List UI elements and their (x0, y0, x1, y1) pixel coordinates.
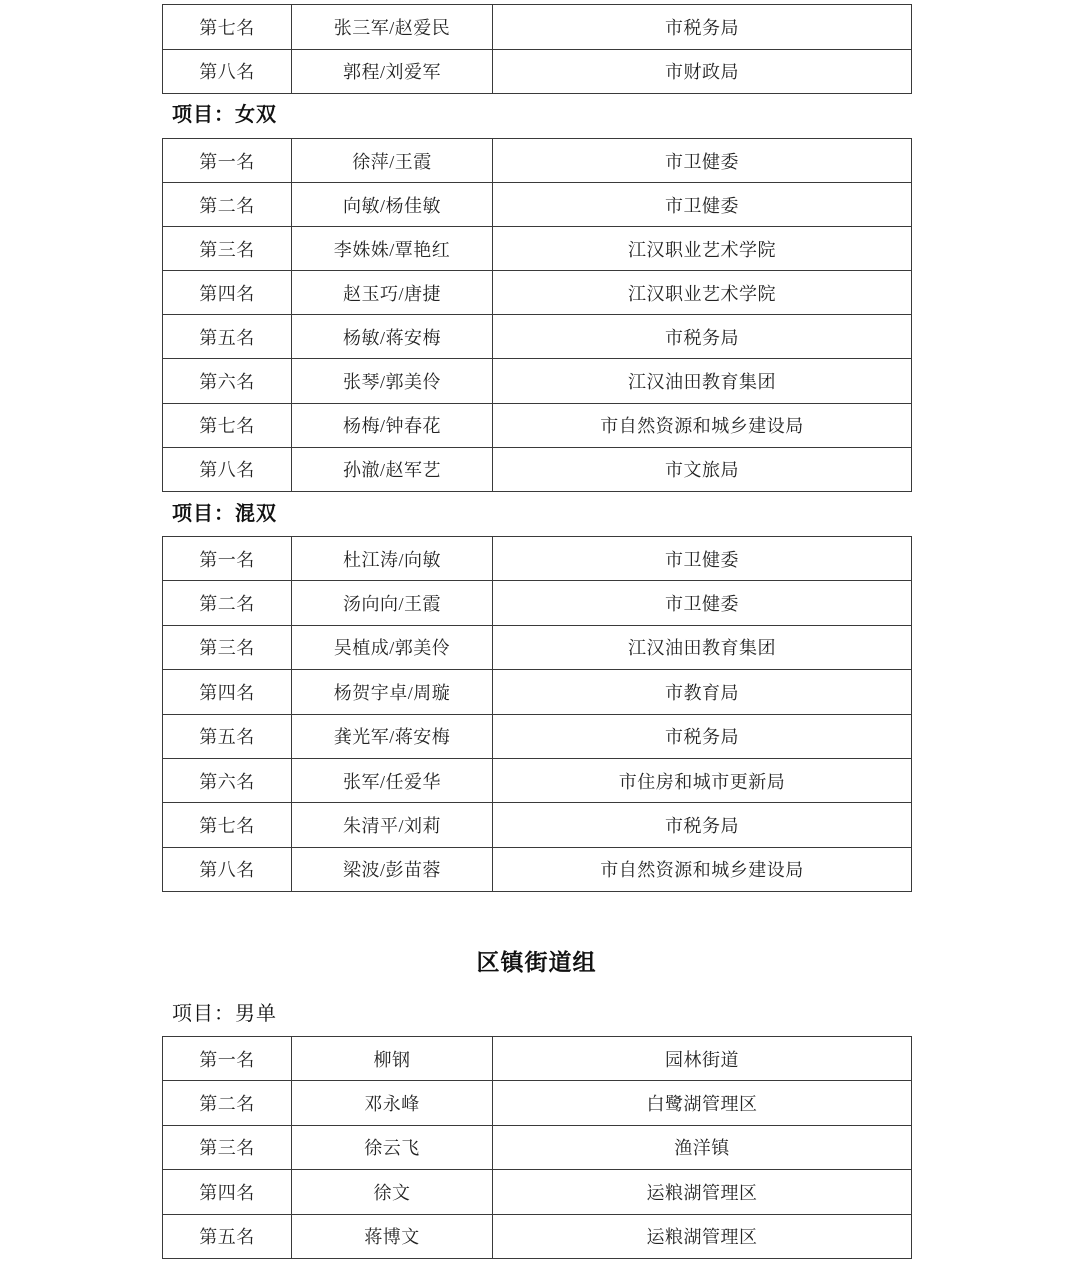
table-row (163, 139, 912, 183)
unit-cell: 市税务局 (493, 315, 912, 359)
rank-cell: 第四名 (163, 1170, 292, 1214)
results-table-continued (162, 4, 912, 94)
name-cell: 柳钢 (292, 1037, 493, 1081)
table-row (163, 5, 912, 50)
rank-cell: 第三名 (163, 625, 292, 669)
section-heading-womens-doubles: 项目：女双 (172, 104, 277, 126)
unit-cell: 江汉油田教育集团 (493, 359, 912, 403)
section-heading-mens-singles: 项目：男单 (172, 1003, 277, 1025)
mens-singles-table (162, 1036, 912, 1259)
unit-cell: 运粮湖管理区 (493, 1214, 912, 1258)
name-cell: 杨敏/蒋安梅 (292, 315, 493, 359)
unit-cell: 市文旅局 (493, 447, 912, 491)
table-row (163, 1125, 912, 1169)
rank-cell: 第七名 (163, 803, 292, 847)
name-cell: 杨梅/钟春花 (292, 403, 493, 447)
name-cell: 张三军/赵爱民 (292, 5, 493, 50)
unit-cell: 江汉油田教育集团 (493, 625, 912, 669)
name-cell: 杜江涛/向敏 (292, 537, 493, 581)
rank-cell: 第四名 (163, 670, 292, 714)
rank-cell: 第五名 (163, 315, 292, 359)
name-cell: 徐文 (292, 1170, 493, 1214)
table-row (163, 803, 912, 847)
name-cell: 赵玉巧/唐捷 (292, 271, 493, 315)
name-cell: 徐云飞 (292, 1125, 493, 1169)
table-row (163, 537, 912, 581)
name-cell: 向敏/杨佳敏 (292, 183, 493, 227)
table-row (163, 183, 912, 227)
table-row (163, 359, 912, 403)
name-cell: 吴植成/郭美伶 (292, 625, 493, 669)
name-cell: 郭程/刘爱军 (292, 49, 493, 94)
unit-cell: 市税务局 (493, 714, 912, 758)
unit-cell: 园林街道 (493, 1037, 912, 1081)
rank-cell: 第六名 (163, 758, 292, 802)
group-title-district: 区镇街道组 (476, 950, 597, 975)
name-cell: 汤向向/王霞 (292, 581, 493, 625)
rank-cell: 第五名 (163, 1214, 292, 1258)
name-cell: 张军/任爱华 (292, 758, 493, 802)
mixed-doubles-table (162, 536, 912, 892)
unit-cell: 渔洋镇 (493, 1125, 912, 1169)
name-cell: 杨贺宇卓/周璇 (292, 670, 493, 714)
table-row (163, 49, 912, 94)
rank-cell: 第三名 (163, 227, 292, 271)
section-heading-mixed-doubles: 项目：混双 (172, 503, 277, 525)
unit-cell: 市教育局 (493, 670, 912, 714)
unit-cell: 江汉职业艺术学院 (493, 227, 912, 271)
name-cell: 龚光军/蒋安梅 (292, 714, 493, 758)
rank-cell: 第二名 (163, 1081, 292, 1125)
unit-cell: 市自然资源和城乡建设局 (493, 403, 912, 447)
unit-cell: 白鹭湖管理区 (493, 1081, 912, 1125)
unit-cell: 市卫健委 (493, 537, 912, 581)
unit-cell: 运粮湖管理区 (493, 1170, 912, 1214)
name-cell: 梁波/彭苗蓉 (292, 847, 493, 891)
table-row (163, 1081, 912, 1125)
table-row (163, 625, 912, 669)
table-row (163, 403, 912, 447)
rank-cell: 第八名 (163, 447, 292, 491)
table-row (163, 227, 912, 271)
rank-cell: 第五名 (163, 714, 292, 758)
unit-cell: 市住房和城市更新局 (493, 758, 912, 802)
rank-cell: 第一名 (163, 1037, 292, 1081)
table-row (163, 315, 912, 359)
table-row (163, 1214, 912, 1258)
table-row (163, 271, 912, 315)
name-cell: 张琴/郭美伶 (292, 359, 493, 403)
rank-cell: 第七名 (163, 5, 292, 50)
unit-cell: 市卫健委 (493, 183, 912, 227)
rank-cell: 第八名 (163, 847, 292, 891)
unit-cell: 市自然资源和城乡建设局 (493, 847, 912, 891)
table-row (163, 581, 912, 625)
rank-cell: 第二名 (163, 183, 292, 227)
unit-cell: 市卫健委 (493, 139, 912, 183)
rank-cell: 第一名 (163, 139, 292, 183)
name-cell: 朱清平/刘莉 (292, 803, 493, 847)
rank-cell: 第一名 (163, 537, 292, 581)
unit-cell: 江汉职业艺术学院 (493, 271, 912, 315)
name-cell: 徐萍/王霞 (292, 139, 493, 183)
table-row (163, 714, 912, 758)
table-row (163, 1037, 912, 1081)
name-cell: 李姝姝/覃艳红 (292, 227, 493, 271)
table-row (163, 847, 912, 891)
rank-cell: 第四名 (163, 271, 292, 315)
rank-cell: 第二名 (163, 581, 292, 625)
table-row (163, 670, 912, 714)
table-row (163, 447, 912, 491)
rank-cell: 第七名 (163, 403, 292, 447)
rank-cell: 第八名 (163, 49, 292, 94)
name-cell: 孙澈/赵军艺 (292, 447, 493, 491)
unit-cell: 市税务局 (493, 803, 912, 847)
unit-cell: 市税务局 (493, 5, 912, 50)
unit-cell: 市卫健委 (493, 581, 912, 625)
womens-doubles-table (162, 138, 912, 492)
name-cell: 蒋博文 (292, 1214, 493, 1258)
table-row (163, 758, 912, 802)
rank-cell: 第六名 (163, 359, 292, 403)
table-row (163, 1170, 912, 1214)
rank-cell: 第三名 (163, 1125, 292, 1169)
name-cell: 邓永峰 (292, 1081, 493, 1125)
unit-cell: 市财政局 (493, 49, 912, 94)
